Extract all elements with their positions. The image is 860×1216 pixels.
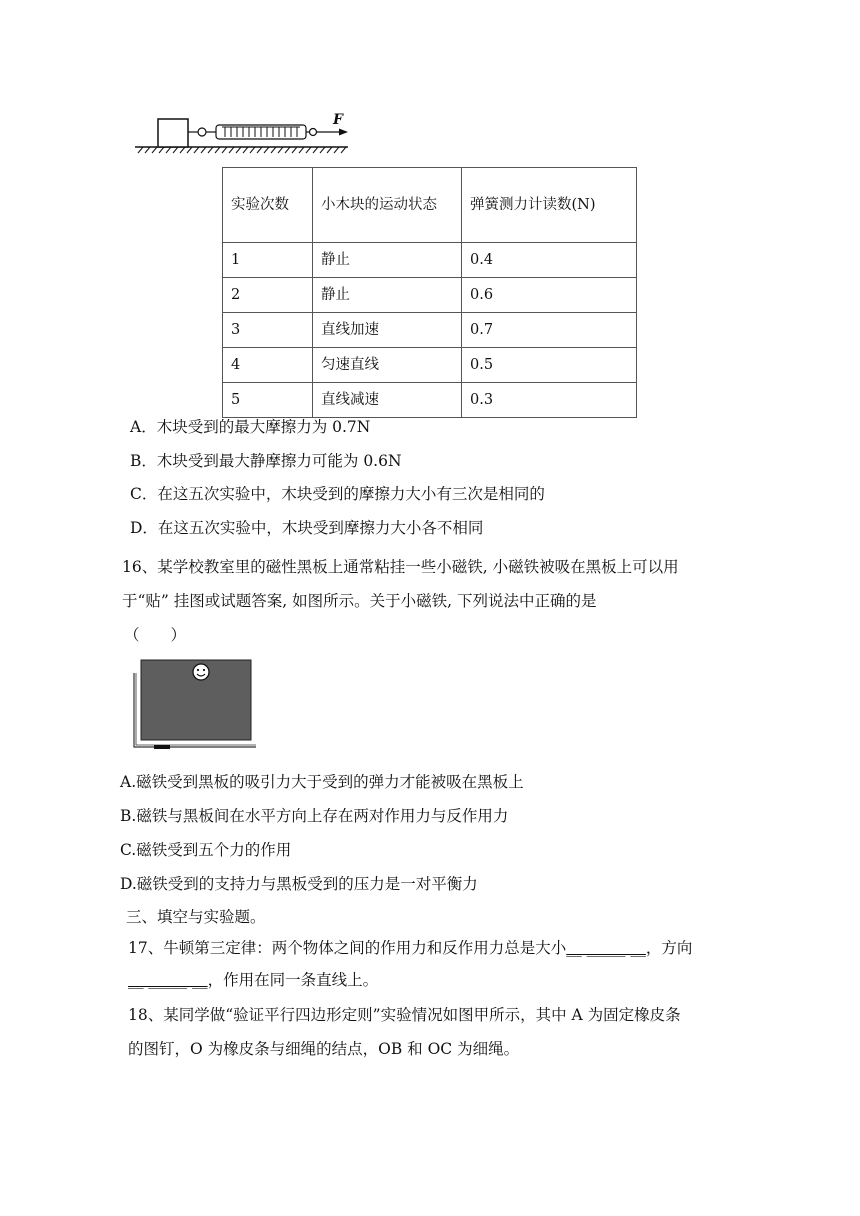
q16-option-b: B.磁铁与黑板间在水平方向上存在两对作用力与反作用力 [120, 807, 509, 825]
q16-line1: 16、某学校教室里的磁性黑板上通常粘挂一些小磁铁, 小磁铁被吸在黑板上可以用 [122, 558, 679, 576]
table-cell: 静止 [313, 278, 462, 313]
table-row [223, 278, 637, 313]
force-label: F [333, 112, 343, 128]
q17-line1 [128, 937, 692, 959]
header-trial-number: 实验次数 [223, 168, 313, 243]
q16-bracket: （ ） [124, 626, 187, 644]
section3-title: 三、填空与实验题。 [126, 908, 266, 926]
experiment-table [222, 167, 637, 418]
q15-option-b: B．木块受到最大静摩擦力可能为 0.6N [130, 452, 402, 470]
table-cell: 0.5 [462, 348, 637, 383]
table-row [223, 348, 637, 383]
q17-text-part3: ，作用在同一条直线上。 [207, 971, 379, 989]
q17-blank-magnitude: __ _____ __ [566, 939, 646, 957]
table-cell: 直线加速 [313, 313, 462, 348]
table-row [223, 313, 637, 348]
table-cell: 0.6 [462, 278, 637, 313]
q16-option-a: A.磁铁受到黑板的吸引力大于受到的弹力才能被吸在黑板上 [120, 773, 524, 791]
table-cell: 匀速直线 [313, 348, 462, 383]
q18-line1: 18、某同学做“验证平行四边形定则”实验情况如图甲所示，其中 A 为固定橡皮条 [128, 1006, 681, 1024]
table-cell: 4 [223, 348, 313, 383]
q16-line2: 于“贴” 挂图或试题答案, 如图所示。关于小磁铁, 下列说法中正确的是 [122, 592, 597, 610]
q15-option-a: A．木块受到的最大摩擦力为 0.7N [130, 418, 371, 436]
table-cell: 0.4 [462, 243, 637, 278]
table-cell: 5 [223, 383, 313, 418]
chalk-tray [154, 745, 170, 749]
q15-option-c: C．在这五次实验中，木块受到的摩擦力大小有三次是相同的 [130, 485, 545, 503]
header-motion-state: 小木块的运动状态 [313, 168, 462, 243]
q16-option-c: C.磁铁受到五个力的作用 [120, 841, 292, 859]
table-cell: 0.3 [462, 383, 637, 418]
ground-hatching [138, 147, 346, 153]
table-header-row [223, 168, 637, 243]
smiley-magnet-icon [193, 664, 209, 680]
q17-text-part1: 17、牛顿第三定律：两个物体之间的作用力和反作用力总是大小 [128, 939, 567, 957]
q16-option-d: D.磁铁受到的支持力与黑板受到的压力是一对平衡力 [120, 875, 478, 893]
header-scale-reading: 弹簧测力计读数(N) [462, 168, 637, 243]
table-cell: 静止 [313, 243, 462, 278]
table-cell: 直线减速 [313, 383, 462, 418]
block-spring-scale-figure [130, 110, 360, 160]
table-cell: 1 [223, 243, 313, 278]
q17-text-part2: ，方向 [645, 939, 693, 957]
blackboard-figure [128, 655, 258, 755]
table-cell: 3 [223, 313, 313, 348]
q17-line2 [128, 969, 378, 991]
table-row [223, 383, 637, 418]
table-cell: 0.7 [462, 313, 637, 348]
q17-blank-direction: __ _____ __ [128, 971, 208, 989]
wood-block [158, 119, 188, 147]
q18-line2: 的图钉，O 为橡皮条与细绳的结点，OB 和 OC 为细绳。 [128, 1040, 520, 1058]
table-row [223, 243, 637, 278]
table-cell: 2 [223, 278, 313, 313]
q15-option-d: D．在这五次实验中，木块受到摩擦力大小各不相同 [130, 519, 484, 537]
